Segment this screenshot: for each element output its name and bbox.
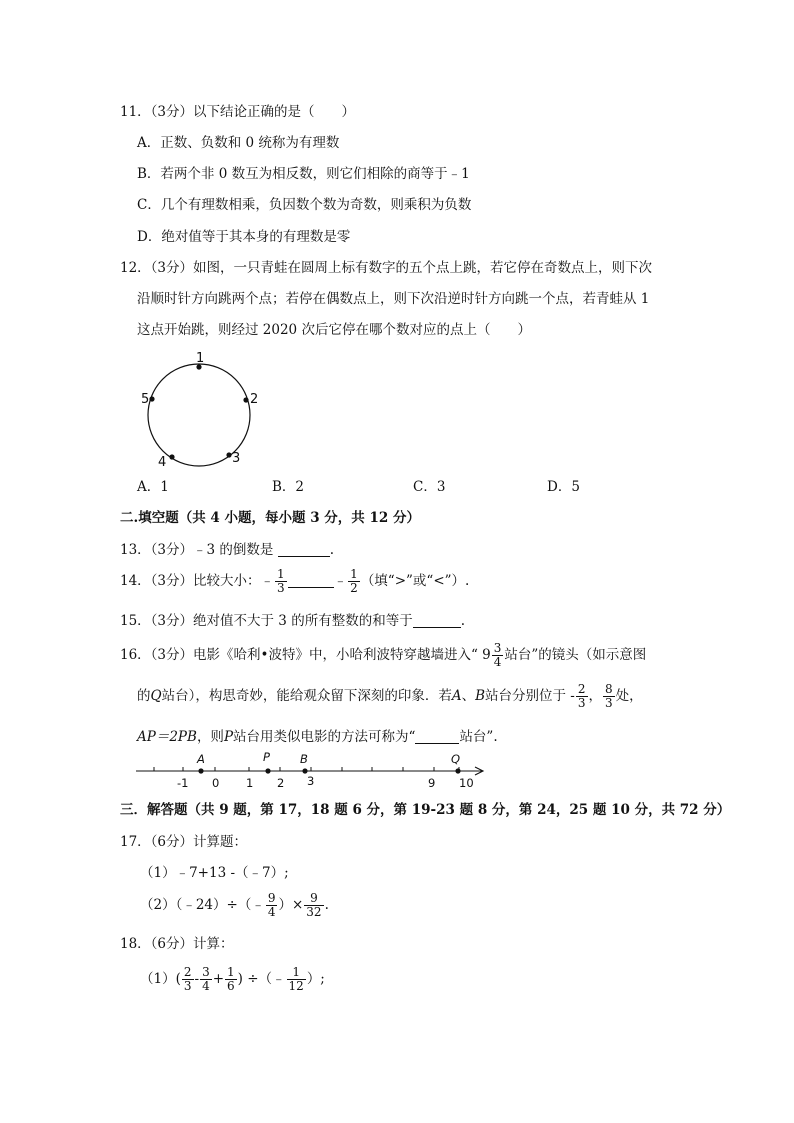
tick-label-1: 1	[246, 776, 254, 790]
circle-label-1: 1	[196, 351, 205, 366]
q15: 15．（3分）绝对值不大于 3 的所有整数的和等于 .	[120, 613, 465, 629]
tick-label-0: 0	[212, 776, 220, 790]
q14-fraction-1: $\frac{1}{3}$	[277, 567, 285, 595]
tick-label-2: 2	[277, 776, 285, 790]
q12-stem-line2: 沿顺时针方向跳两个点；若停在偶数点上，则下次沿逆时针方向跳一个点，若青蛙从 1	[137, 291, 650, 307]
q17-stem: 17．（6分）计算题：	[120, 834, 248, 850]
q15-blank	[413, 613, 461, 628]
label-Q: Q	[451, 752, 461, 766]
q14: 14．（3分）比较大小：﹣ $\frac{1}{3}$ ﹣ $\frac{1}{2}$ （填“>”或“<”）.	[120, 567, 470, 595]
q12-option-d: D．5	[547, 479, 580, 495]
q16-line2: 的Q站台），构思奇妙，能给观众留下深刻的印象．若A、B站台分别位于 - $\frac{2}{3}$ ， $\frac{8}{3}$ 处，	[137, 682, 643, 710]
q12-option-b: B．2	[272, 479, 305, 495]
point-Q	[455, 768, 460, 773]
q17-part1: （1）﹣7+13 -（﹣7）;	[140, 865, 289, 881]
q16-blank	[415, 729, 459, 744]
point-P	[265, 768, 270, 773]
q18-stem: 18．（6分）计算：	[120, 936, 234, 952]
q11-option-a: A．正数、负数和 0 统称为有理数	[137, 135, 340, 151]
q16-line1: 16．（3分）电影《哈利•波特》中，小哈利波特穿越墙进入“ 9 $\frac{3}{4}$ 站台”的镜头（如示意图	[120, 641, 647, 669]
label-P: P	[263, 750, 270, 764]
q16-number-line	[132, 750, 492, 792]
q12-option-c: C．3	[413, 479, 446, 495]
q13: 13．（3分）﹣3 的倒数是 .	[120, 542, 334, 558]
q11-option-b: B．若两个非 0 数互为相反数，则它们相除的商等于﹣1	[137, 166, 470, 182]
tick-label-neg1: -1	[177, 776, 189, 790]
point-A	[198, 768, 203, 773]
label-B: B	[300, 752, 308, 766]
q16-line3: AP＝2PB，则P站台用类似电影的方法可称为“ 站台”.	[137, 729, 498, 745]
circle-label-5: 5	[141, 392, 150, 407]
circle-point-4	[169, 454, 174, 459]
q14-blank	[288, 573, 334, 588]
section-fill-in-heading: 二.填空题（共 4 小题，每小题 3 分，共 12 分）	[120, 510, 420, 526]
q18-part1: （1）( $\frac{2}{3}$ - $\frac{3}{4}$ + $\frac{1}{6}$ ) ÷（﹣ $\frac{1}{12}$ ）;	[140, 965, 325, 993]
q13-blank	[278, 542, 330, 557]
q12-stem-line1: 12．（3分）如图，一只青蛙在圆周上标有数字的五个点上跳，若它停在奇数点上，则下次	[120, 260, 653, 276]
q12-circle-figure	[135, 345, 270, 475]
q12-option-a: A．1	[137, 479, 169, 495]
circle-label-3: 3	[232, 451, 241, 466]
circle-label-4: 4	[158, 455, 167, 470]
circle-point-3	[226, 452, 231, 457]
q11-option-c: C．几个有理数相乘，负因数个数为奇数，则乘积为负数	[137, 197, 472, 213]
circle-point-5	[149, 396, 154, 401]
point-B	[302, 768, 307, 773]
q17-part2: （2）（﹣24）÷（﹣ $\frac{9}{4}$ ）× $\frac{9}{32}$ .	[140, 891, 329, 919]
q12-stem-line3: 这点开始跳，则经过 2020 次后它停在哪个数对应的点上（ ）	[137, 322, 531, 338]
section-solve-heading: 三．解答题（共 9 题，第 17，18 题 6 分，第 19-23 题 8 分，第 24，25 题 10 分，共 72 分）	[120, 802, 731, 818]
circle-point-2	[243, 397, 248, 402]
tick-label-9: 9	[428, 776, 436, 790]
q11-stem: 11．（3分）以下结论正确的是（ ）	[120, 104, 356, 120]
q11-option-d: D．绝对值等于其本身的有理数是零	[137, 229, 351, 245]
circle-label-2: 2	[250, 392, 259, 407]
tick-label-3: 3	[307, 774, 315, 788]
q14-fraction-2: $\frac{1}{2}$	[350, 567, 358, 595]
label-A: A	[197, 752, 205, 766]
tick-label-10: 10	[459, 776, 474, 790]
